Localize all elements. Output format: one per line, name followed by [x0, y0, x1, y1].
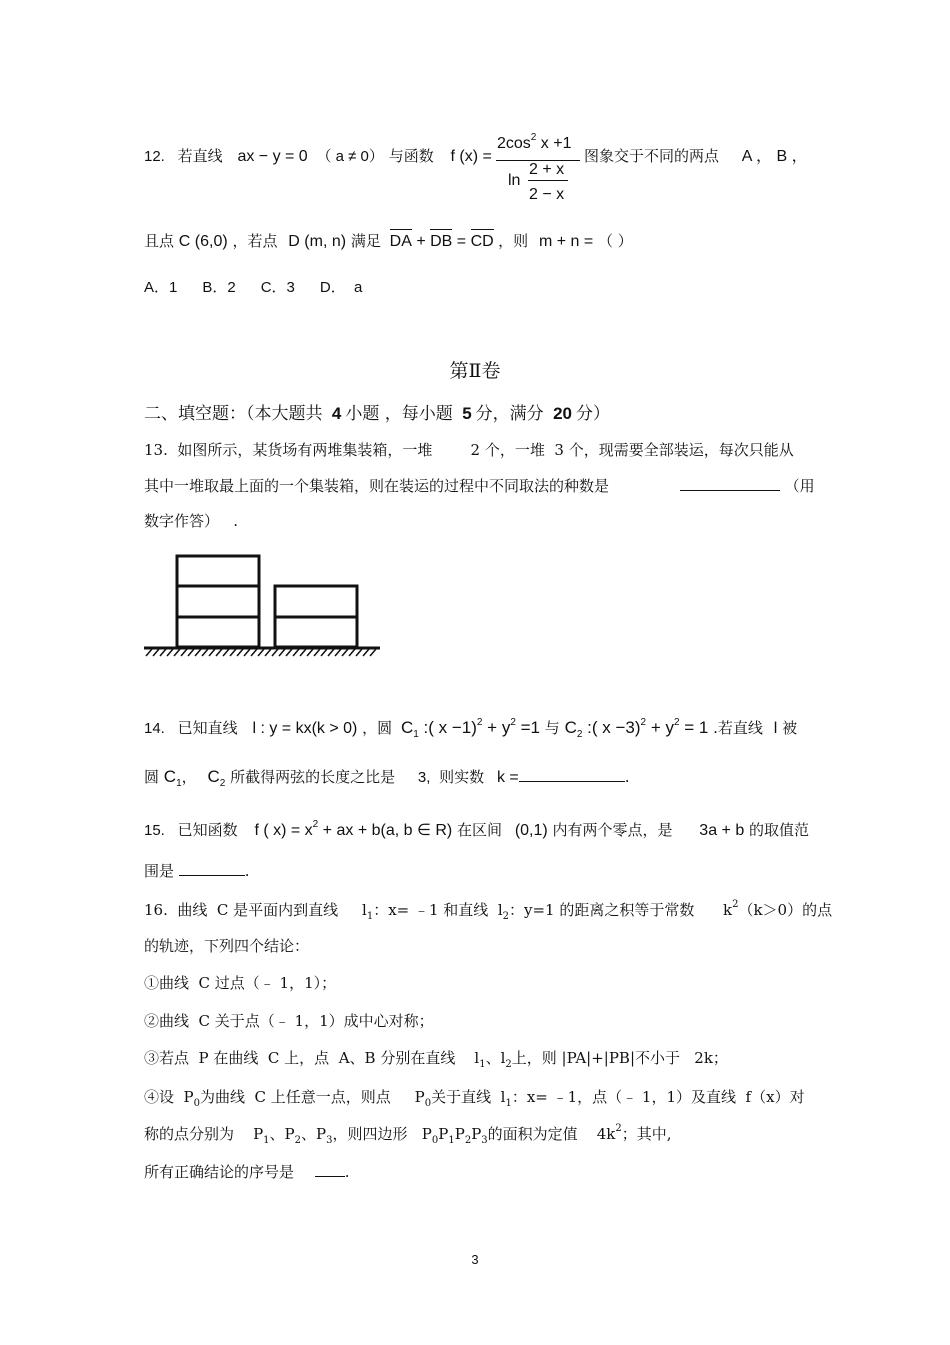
q14-circle-c2: $C_2$ :( $x -3)^2 + y^2 = 1$ [564, 717, 709, 740]
q14-line-definition: l : y = kx(k > 0) [252, 720, 358, 737]
q15-answer-blank [179, 875, 245, 876]
q12-ln-label: ln [508, 172, 521, 189]
q14-answer-blank [519, 781, 625, 782]
q12-line2-c: 满足 [350, 232, 381, 250]
q15-line1: 15. 已知函数 f ( $x) = x^2$ + ax + b(a, b ∈ R) 在区间 (0,1) 内有两个零点，是 3a + b 的取值范 [144, 819, 810, 839]
stack-right-box-bottom [275, 617, 357, 647]
q12-text-a: 若直线 [177, 147, 223, 165]
q12-line2-d: ，则 [498, 232, 529, 250]
vector-da: DA [389, 233, 412, 250]
stack-left-box-middle [177, 586, 259, 617]
q12-line2-a: 且点 [144, 232, 175, 250]
section-count: 4 [331, 404, 342, 423]
q12-answer-paren: （ ） [597, 232, 633, 250]
q14-line2: 圆 $C_1$， $C_2$ 所截得两弦的长度之比是 3, 则实数 k = . [144, 767, 630, 789]
q13-line2: 其中一堆取最上面的一个集装箱，则在装运的过程中不同取法的种数是 （用 [144, 477, 815, 495]
q12-line-equation: ax − y = 0 [237, 148, 308, 165]
q16-conclusion-4-line2: 称的点分别为 $P_1$、$P_2$、$P_3$，则四边形 $P_0P_1P_2P_3$的面积为定值 $4k^2$；其中, [144, 1123, 672, 1146]
q12-inner-numerator: 2 + x [529, 161, 565, 178]
q12-line1 [144, 146, 492, 167]
q16-conclusion-1: ①曲线 C 过点（﹣ 1，1）； [144, 974, 337, 992]
q12-text-c: 图象交于不同的两点 [584, 147, 720, 165]
q12-number: 12. [144, 148, 165, 165]
ground-hatching [146, 649, 376, 656]
section-each: 5 [462, 404, 472, 423]
q16-line2: 的轨迹，下列四个结论： [144, 937, 310, 955]
stack-left-box-bottom [177, 617, 259, 647]
q12-fraction-numerator: $2\cos^2$ x +1 [497, 132, 572, 152]
q13-answer-blank [680, 490, 780, 491]
q12-inner-denominator: 2 − x [529, 186, 565, 203]
q12-line2-b: ，若点 [232, 232, 278, 250]
q16-last-line: 所有正确结论的序号是 . [144, 1163, 350, 1181]
q16-conclusion-3: ③若点 P 在曲线 C 上，点 A、B 分别在直线 $l_1$、$l_2$上，则 |PA|+|PB|不小于 2k； [144, 1049, 728, 1070]
q12-vector-equation: DA + DB = CD [389, 233, 494, 250]
page-number: 3 [471, 1252, 479, 1267]
q16-conclusion-4: ④设 $P_0$为曲线 C 上任意一点，则点 $P_0$关于直线 $l_1$：x= ﹣1，点（﹣ 1，1）及直线 f（x）对 [144, 1088, 805, 1109]
vector-cd: CD [470, 233, 494, 250]
part-title: 第Ⅱ卷 [449, 360, 501, 382]
q13-line3: 数字作答） . [144, 512, 239, 530]
q15-line2: 围是 . [144, 862, 250, 880]
q14-circle-c1: $C_1$ :( $x -1)^2 + y^2 =1$ [400, 717, 540, 740]
q12-line1-right [584, 146, 808, 167]
q12-m-plus-n: m + n = [538, 233, 594, 250]
q13-line1: 13. 如图所示，某货场有两堆集装箱，一堆 2 个，一堆 3 个，现需要全部装运，每次只能从 [144, 441, 794, 459]
q15-function: f ( $x) = x^2$ + ax + b(a, b ∈ R) [254, 819, 453, 839]
q12-points: A ， B ， [741, 148, 808, 165]
vector-db: DB [430, 233, 453, 250]
q12-inner-bar [528, 180, 568, 181]
q16-line1: 16. 曲线 C 是平面内到直线 $l_1$：x= ﹣1 和直线 $l_2$：y=1 的距离之积等于常数 $k^2(k>0)$的点 [144, 899, 833, 922]
q12-options: A．1 B．2 C．3 D． a [144, 279, 363, 296]
q14-line1: 14. 已知直线 l : y = kx(k > 0) ，圆 $C_1$ :( $x -1)^2 + y^2 =1$ 与 $C_2$ :( $x -3)^2 + y^2 = 1$ .若直线 l 被 [144, 717, 798, 740]
section-total: 20 [553, 404, 572, 423]
q12-line2 [144, 231, 633, 252]
q12-text-b: 与函数 [388, 147, 434, 165]
container-stacks-diagram [140, 548, 390, 660]
stack-right-box-top [275, 586, 357, 617]
stack-left-box-top [177, 556, 259, 586]
q16-conclusion-2: ②曲线 C 关于点（﹣ 1，1）成中心对称； [144, 1012, 434, 1030]
q12-function-lhs: f (x) = [450, 148, 492, 165]
q12-point-c: C (6,0) [178, 233, 228, 250]
q12-condition: （ a ≠ 0） [316, 148, 384, 165]
q16-answer-blank [315, 1176, 345, 1177]
section-heading: 二、填空题：（本大题共 4 小题 ，每小题 5 分，满分 20 分） [144, 404, 610, 424]
q12-point-d: D (m, n) [288, 233, 347, 250]
